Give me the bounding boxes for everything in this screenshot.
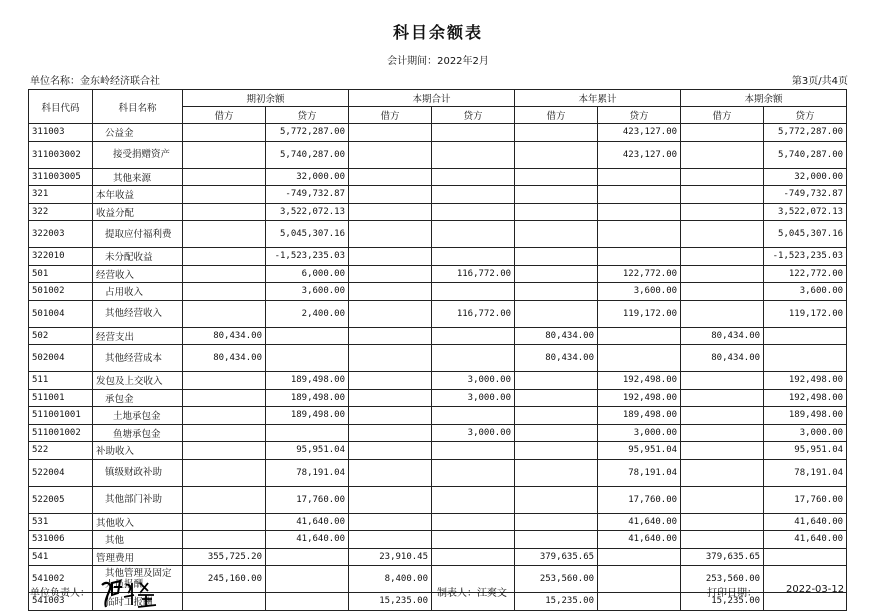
account-name: 发包及上交收入 [93,372,183,390]
credit-amount: 189,498.00 [266,372,349,390]
credit-amount: 2,400.00 [266,300,349,327]
account-code: 502 [29,327,93,345]
account-code: 511 [29,372,93,390]
debit-amount: 8,400.00 [349,566,432,593]
table-row [29,389,847,407]
debit-amount: 245,160.00 [183,566,266,593]
debit-amount [681,424,764,442]
debit-amount [349,424,432,442]
debit-amount: 379,635.65 [515,548,598,566]
debit-amount [681,141,764,168]
credit-amount: 41,640.00 [598,531,681,549]
account-name: 其他经营收入 [93,300,183,327]
header-credit: 贷方 [764,107,847,124]
credit-amount: 3,000.00 [432,372,515,390]
account-code: 501002 [29,283,93,301]
credit-amount [764,327,847,345]
debit-amount [515,513,598,531]
credit-amount: 41,640.00 [266,513,349,531]
credit-amount: 189,498.00 [266,389,349,407]
account-code: 531 [29,513,93,531]
account-name: 鱼塘承包金 [93,424,183,442]
accounting-period: 会计期间：2022年2月 [387,56,489,67]
credit-amount [432,327,515,345]
debit-amount [183,141,266,168]
credit-amount [266,548,349,566]
account-name: 其他来源 [93,168,183,186]
debit-amount [681,372,764,390]
account-code: 531006 [29,531,93,549]
credit-amount: -749,732.87 [764,186,847,204]
account-code: 522005 [29,486,93,513]
account-name: 其他 [93,531,183,549]
header-opening-balance: 期初余额 [183,90,349,107]
account-code: 321 [29,186,93,204]
account-name: 镇级财政补助 [93,459,183,486]
account-name: 其他收入 [93,513,183,531]
credit-amount: 3,600.00 [266,283,349,301]
credit-amount: 41,640.00 [598,513,681,531]
credit-amount [598,168,681,186]
owner-label: 单位负责人： [30,588,90,599]
debit-amount [349,345,432,372]
debit-amount [349,283,432,301]
credit-amount [598,566,681,593]
credit-amount [432,407,515,425]
credit-amount [266,566,349,593]
debit-amount [681,186,764,204]
table-row [29,124,847,142]
unit-name: 单位名称：金东岭经济联合社 [30,76,160,87]
debit-amount [681,486,764,513]
debit-amount [681,168,764,186]
credit-amount: 192,498.00 [598,372,681,390]
debit-amount [183,407,266,425]
credit-amount: 3,000.00 [432,389,515,407]
debit-amount: 80,434.00 [515,345,598,372]
debit-amount: 379,635.65 [681,548,764,566]
credit-amount: 32,000.00 [266,168,349,186]
credit-amount [432,459,515,486]
debit-amount: 253,560.00 [515,566,598,593]
account-code: 501004 [29,300,93,327]
credit-amount [432,486,515,513]
table-row [29,327,847,345]
credit-amount [598,203,681,221]
credit-amount [764,593,847,611]
credit-amount [764,548,847,566]
account-code: 511001002 [29,424,93,442]
table-row [29,283,847,301]
credit-amount: 17,760.00 [764,486,847,513]
table-row [29,531,847,549]
debit-amount [515,300,598,327]
debit-amount [515,221,598,248]
credit-amount: 5,740,287.00 [764,141,847,168]
account-name: 承包金 [93,389,183,407]
debit-amount [681,221,764,248]
account-name: 经营收入 [93,265,183,283]
account-code: 311003 [29,124,93,142]
debit-amount [515,186,598,204]
credit-amount [432,548,515,566]
debit-amount [515,283,598,301]
debit-amount [681,531,764,549]
header-ytd-total: 本年累计 [515,90,681,107]
credit-amount [598,548,681,566]
debit-amount [183,124,266,142]
credit-amount: 3,000.00 [764,424,847,442]
credit-amount: 189,498.00 [764,407,847,425]
account-name: 经营支出 [93,327,183,345]
credit-amount: 41,640.00 [764,513,847,531]
debit-amount [681,459,764,486]
debit-amount [515,141,598,168]
debit-amount [349,372,432,390]
debit-amount [515,265,598,283]
account-name: 占用收入 [93,283,183,301]
account-name: 临时工报酬 [93,593,183,611]
credit-amount: 423,127.00 [598,141,681,168]
credit-amount: 78,191.04 [764,459,847,486]
credit-amount: 189,498.00 [598,407,681,425]
print-date-label: 打印日期： [707,588,757,599]
credit-amount: 5,045,307.16 [764,221,847,248]
credit-amount: 3,600.00 [598,283,681,301]
debit-amount: 15,235.00 [349,593,432,611]
debit-amount [349,221,432,248]
credit-amount: 192,498.00 [598,389,681,407]
debit-amount [681,513,764,531]
debit-amount [183,300,266,327]
credit-amount: 41,640.00 [266,531,349,549]
credit-amount [432,141,515,168]
credit-amount [598,221,681,248]
credit-amount: 5,772,287.00 [266,124,349,142]
credit-amount [432,186,515,204]
header-debit: 借方 [183,107,266,124]
debit-amount [681,203,764,221]
table-row [29,486,847,513]
account-name: 公益金 [93,124,183,142]
debit-amount [349,513,432,531]
credit-amount [266,424,349,442]
credit-amount: 17,760.00 [266,486,349,513]
credit-amount: 41,640.00 [764,531,847,549]
account-code: 311003005 [29,168,93,186]
credit-amount: 3,000.00 [432,424,515,442]
debit-amount [515,248,598,266]
debit-amount [183,442,266,460]
debit-amount [349,141,432,168]
header-credit: 贷方 [598,107,681,124]
debit-amount [681,265,764,283]
credit-amount: 423,127.00 [598,124,681,142]
account-name: 补助收入 [93,442,183,460]
credit-amount: 116,772.00 [432,265,515,283]
credit-amount: 5,740,287.00 [266,141,349,168]
debit-amount [515,442,598,460]
print-date: 2022-03-12 [786,584,845,595]
credit-amount: 95,951.04 [266,442,349,460]
header-period-total: 本期合计 [349,90,515,107]
account-name: 其他管理及固定人员报酬 [93,566,183,593]
credit-amount: 78,191.04 [266,459,349,486]
debit-amount [349,124,432,142]
credit-amount [432,283,515,301]
credit-amount [432,531,515,549]
table-row [29,300,847,327]
credit-amount [432,248,515,266]
debit-amount [183,424,266,442]
debit-amount [515,407,598,425]
table-row [29,265,847,283]
table-row [29,372,847,390]
debit-amount [183,203,266,221]
credit-amount [598,248,681,266]
credit-amount: 192,498.00 [764,372,847,390]
account-code: 322 [29,203,93,221]
credit-amount [432,168,515,186]
table-row [29,248,847,266]
account-name: 其他经营成本 [93,345,183,372]
credit-amount: 5,772,287.00 [764,124,847,142]
debit-amount [515,124,598,142]
table-row [29,203,847,221]
debit-amount [349,265,432,283]
debit-amount [183,168,266,186]
credit-amount: 5,045,307.16 [266,221,349,248]
debit-amount: 15,235.00 [681,593,764,611]
credit-amount: -1,523,235.03 [764,248,847,266]
account-name: 管理费用 [93,548,183,566]
credit-amount: 122,772.00 [764,265,847,283]
table-row [29,548,847,566]
account-code: 541 [29,548,93,566]
debit-amount [515,531,598,549]
debit-amount: 355,725.20 [183,548,266,566]
credit-amount: -749,732.87 [266,186,349,204]
debit-amount: 80,434.00 [681,345,764,372]
debit-amount [349,459,432,486]
debit-amount: 15,235.00 [515,593,598,611]
table-row [29,186,847,204]
debit-amount [681,124,764,142]
account-balance-table [28,89,847,611]
credit-amount [432,203,515,221]
page-indicator: 第3页/共4页 [791,76,848,87]
table-row [29,513,847,531]
table-row [29,407,847,425]
account-name: 土地承包金 [93,407,183,425]
account-code: 522 [29,442,93,460]
credit-amount [432,442,515,460]
debit-amount [183,459,266,486]
debit-amount [515,486,598,513]
credit-amount [598,186,681,204]
table-row [29,221,847,248]
debit-amount [183,283,266,301]
debit-amount [349,407,432,425]
account-name: 提取应付福利费 [93,221,183,248]
credit-amount: 78,191.04 [598,459,681,486]
credit-amount: 192,498.00 [764,389,847,407]
account-name: 其他部门补助 [93,486,183,513]
table-row [29,424,847,442]
debit-amount [183,265,266,283]
debit-amount [681,389,764,407]
account-code: 541002 [29,566,93,593]
header-name: 科目名称 [93,90,183,124]
table-body [29,124,847,611]
debit-amount [349,168,432,186]
debit-amount [349,389,432,407]
debit-amount [515,424,598,442]
debit-amount [515,203,598,221]
credit-amount: 17,760.00 [598,486,681,513]
debit-amount [183,372,266,390]
debit-amount [183,248,266,266]
debit-amount [183,531,266,549]
table-row [29,345,847,372]
debit-amount: 80,434.00 [183,345,266,372]
credit-amount: 119,172.00 [598,300,681,327]
credit-amount: 122,772.00 [598,265,681,283]
header-closing-balance: 本期余额 [681,90,847,107]
credit-amount [432,221,515,248]
debit-amount [681,283,764,301]
table-row [29,141,847,168]
debit-amount [349,531,432,549]
debit-amount [183,486,266,513]
report-title: 科目余额表 [392,23,483,42]
credit-amount: 3,600.00 [764,283,847,301]
credit-amount: 189,498.00 [266,407,349,425]
account-code: 501 [29,265,93,283]
debit-amount [515,168,598,186]
debit-amount [349,186,432,204]
account-name: 本年收益 [93,186,183,204]
debit-amount [349,442,432,460]
header-debit: 借方 [349,107,432,124]
credit-amount [266,345,349,372]
credit-amount: 3,522,072.13 [764,203,847,221]
preparer: 制表人：江爽文 [437,588,507,599]
credit-amount: 95,951.04 [598,442,681,460]
table-row [29,442,847,460]
account-code: 541003 [29,593,93,611]
header-credit: 贷方 [432,107,515,124]
header-credit: 贷方 [266,107,349,124]
account-code: 322003 [29,221,93,248]
credit-amount: 32,000.00 [764,168,847,186]
credit-amount: 119,172.00 [764,300,847,327]
debit-amount [681,407,764,425]
credit-amount [266,327,349,345]
debit-amount [183,221,266,248]
credit-amount [598,345,681,372]
debit-amount [681,300,764,327]
credit-amount: 6,000.00 [266,265,349,283]
account-code: 511001 [29,389,93,407]
credit-amount [598,327,681,345]
account-code: 522004 [29,459,93,486]
account-name: 接受捐赠资产 [93,141,183,168]
debit-amount [183,186,266,204]
table-row [29,459,847,486]
debit-amount [349,203,432,221]
debit-amount [515,389,598,407]
account-name: 未分配收益 [93,248,183,266]
credit-amount: -1,523,235.03 [266,248,349,266]
credit-amount: 95,951.04 [764,442,847,460]
credit-amount: 3,000.00 [598,424,681,442]
debit-amount [349,248,432,266]
credit-amount [432,513,515,531]
debit-amount: 253,560.00 [681,566,764,593]
account-code: 311003002 [29,141,93,168]
header-debit: 借方 [515,107,598,124]
debit-amount [681,248,764,266]
credit-amount [432,124,515,142]
debit-amount [515,459,598,486]
account-code: 502004 [29,345,93,372]
debit-amount [183,513,266,531]
account-code: 511001001 [29,407,93,425]
debit-amount: 80,434.00 [681,327,764,345]
credit-amount [432,345,515,372]
credit-amount [598,593,681,611]
signature-image [98,575,162,609]
account-code: 322010 [29,248,93,266]
account-name: 收益分配 [93,203,183,221]
credit-amount: 3,522,072.13 [266,203,349,221]
table-row [29,168,847,186]
debit-amount: 80,434.00 [183,327,266,345]
credit-amount [266,593,349,611]
debit-amount [349,300,432,327]
debit-amount: 80,434.00 [515,327,598,345]
credit-amount: 116,772.00 [432,300,515,327]
debit-amount [515,372,598,390]
header-debit: 借方 [681,107,764,124]
debit-amount [183,389,266,407]
debit-amount [183,593,266,611]
header-code: 科目代码 [29,90,93,124]
debit-amount: 23,910.45 [349,548,432,566]
debit-amount [349,486,432,513]
debit-amount [681,442,764,460]
debit-amount [349,327,432,345]
credit-amount [764,345,847,372]
